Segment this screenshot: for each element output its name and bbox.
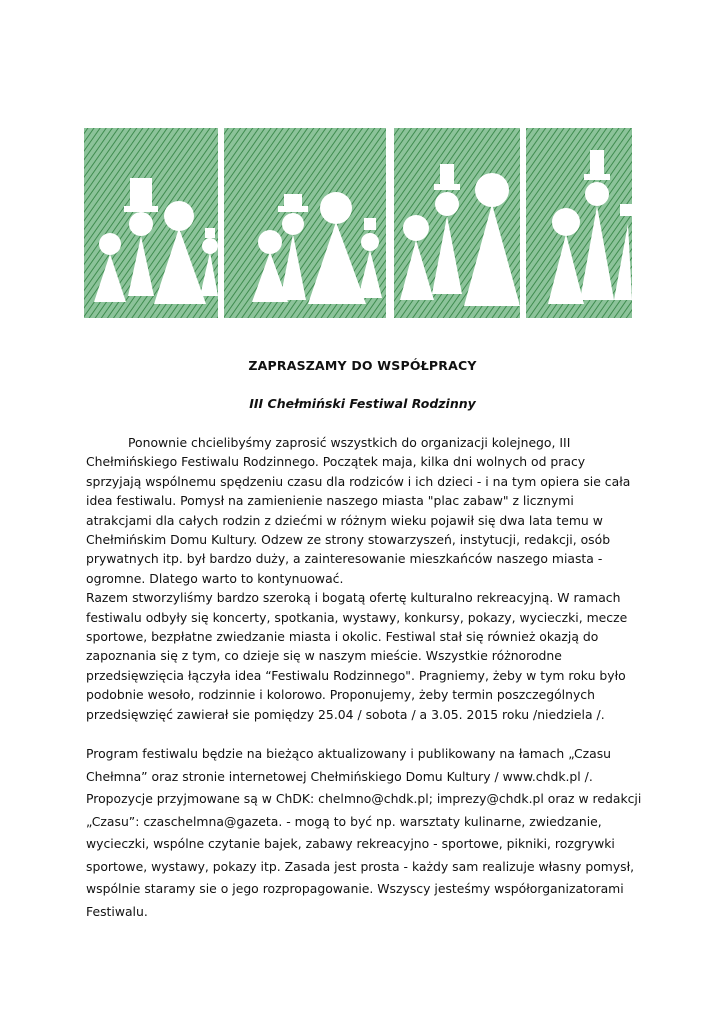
banner-panel-1	[84, 128, 218, 318]
banner-panel-2	[224, 128, 386, 318]
page-title: ZAPRASZAMY DO WSPÓŁPRACY	[248, 358, 477, 373]
paragraph-intro: Ponownie chcielibyśmy zaprosić wszystkich do organizacji kolejnego, III Chełmińskiego Festiwalu Rodzinnego. Początek maja, kilka dni wolnych od pracy sprzyjają wspólnemu spędzeniu czasu dla rodziców i ich dzieci - i na tym opiera sie cała idea festiwalu. Pomysł na zamienienie naszego miasta "plac zabaw" z licznymi atrakcjami dla całych rodzin z dziećmi w różnym wieku pojawił się dwa lata temu w Chełmińskim Domu Kultury. Odzew ze strony stowarzyszeń, instytucji, redakcji, osób prywatnych itp. był bardzo duży, a zainteresowanie mieszkańców naszego miasta - ogromne. Dlatego warto to kontynuować.	[86, 435, 631, 586]
family-banner-illustration	[84, 124, 632, 320]
banner-panel-3	[394, 128, 520, 318]
paragraph-program: Program festiwalu będzie na bieżąco aktualizowany i publikowany na łamach „Czasu Chełmna” oraz stronie internetowej Chełmińskiego Domu Kultury / www.chdk.pl /. Propozycje przyjmowane są w ChDK: chelmno@chdk.pl; imprezy@chdk.pl oraz w redakcji „Czasu”: czaschelmna@gazeta. - mogą to być np. warsztaty kulinarne, zwiedzanie, wycieczki, wspólne czytanie bajek, zabawy rekreacyjno - sportowe, pikniki, rozgrywki sportowe, wystawy, pokazy itp. Zasada jest prosta - każdy sam realizuje własny pomysł, wspólnie staramy sie o jego rozpropagowanie. Wszyscy jesteśmy współorganizatorami Festiwalu.	[86, 746, 642, 919]
letter-body	[86, 433, 642, 923]
paragraph-offer: Razem stworzyliśmy bardzo szeroką i bogatą ofertę kulturalno rekreacyjną. W ramach festiwalu odbyły się koncerty, spotkania, wystawy, konkursy, pokazy, wycieczki, mecze sportowe, bezpłatne zwiedzanie miasta i okolic. Festiwal stał się również okazją do zapoznania się z tym, co dzieje się w naszym mieście. Wszystkie różnorodne przedsięwzięcia łączyła idea “Festiwalu Rodzinnego". Pragniemy, żeby w tym roku było podobnie wesoło, rodzinnie i kolorowo. Proponujemy, żeby termin poszczególnych przedsięwzięć zawierał sie pomiędzy 25.04 / sobota / a 3.05. 2015 roku /niedziela /.	[86, 590, 628, 722]
banner-panel-4	[526, 128, 632, 318]
festival-subtitle: III Chełmiński Festiwal Rodzinny	[249, 396, 476, 411]
